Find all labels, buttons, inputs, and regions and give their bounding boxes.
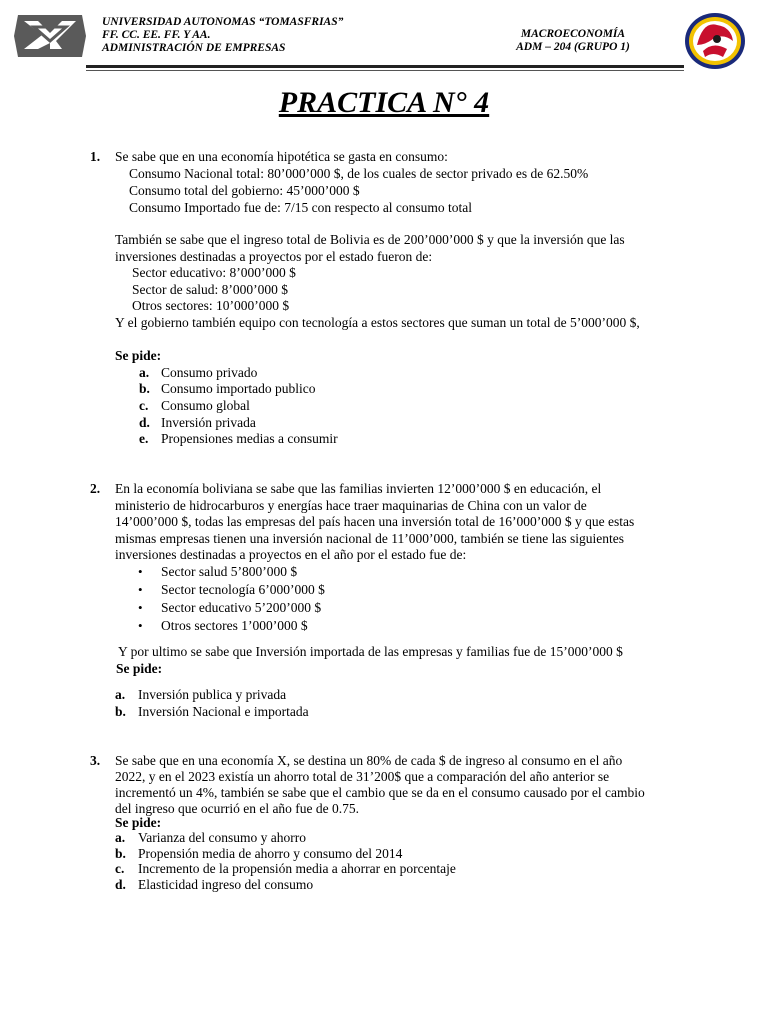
q3-item: Elasticidad ingreso del consumo (138, 877, 314, 892)
q3-item: Varianza del consumo y ahorro (138, 830, 306, 845)
q2-bullet: • Sector tecnología 6’000’000 $ (161, 582, 325, 599)
q3-line: Se sabe que en una economía X, se destina un 80% de cada $ de ingreso al consumo en el año (115, 753, 623, 768)
q3-line: del ingreso que ocurrió en el año fue de 0.75. (115, 801, 360, 816)
course-group: ADM – 204 (GRUPO 1) (516, 41, 630, 53)
q2-line: ministerio de hidrocarburos y energías hace traer maquinarias de China con un valor de (115, 498, 587, 513)
q2-bullet: • Sector educativo 5’200’000 $ (161, 600, 321, 617)
q1-item-letter: a. (139, 365, 150, 380)
q1-sector: Sector educativo: 8’000’000 $ (132, 265, 296, 280)
q1-fact: Consumo total del gobierno: 45’000’000 $ (129, 183, 360, 198)
q2-line: 14’000’000 $, todas las empresas del país hacen una inversión total de 16’000’000 $ y que estas (115, 514, 635, 529)
q2-ask: Se pide: (116, 661, 163, 676)
q3-item: Propensión media de ahorro y consumo del 2014 (138, 846, 403, 861)
q3-number: 3. (90, 753, 101, 768)
q1-item: Consumo privado (161, 365, 258, 380)
q3-item-letter: d. (115, 877, 126, 892)
q2-item: Inversión Nacional e importada (138, 704, 309, 719)
course-name: MACROECONOMÍA (520, 28, 626, 40)
faculty-name: FF. CC. EE. FF. Y AA. (102, 29, 211, 41)
university-seal (683, 11, 747, 71)
q2-item-letter: b. (115, 704, 126, 719)
university-name: UNIVERSIDAD AUTONOMAS “TOMASFRIAS” (102, 16, 344, 28)
q3-line: 2022, y en el 2023 existía un ahorro total de 31’200$ que a comparación del año anterior se (115, 769, 610, 784)
q1-fact: Consumo Nacional total: 80’000’000 $, de los cuales de sector privado es de 62.50% (129, 166, 589, 181)
q1-item: Propensiones medias a consumir (161, 431, 338, 446)
q2-line: En la economía boliviana se sabe que las familias invierten 12’000’000 $ en educación, el (115, 481, 602, 496)
q3-item-letter: b. (115, 846, 126, 861)
institution-block (102, 16, 343, 55)
q1-paragraph: También se sabe que el ingreso total de Bolivia es de 200’000’000 $ y que la inversión que las (115, 232, 625, 247)
q2-line: inversiones destinadas a proyectos en el año por el estado fue de: (115, 547, 467, 562)
q1-item: Consumo importado publico (161, 381, 316, 396)
q1-item-letter: b. (139, 381, 150, 396)
q2-item: Inversión publica y privada (138, 687, 287, 702)
q1-number: 1. (90, 149, 101, 164)
header-divider (86, 65, 684, 68)
q3-item-letter: c. (115, 861, 125, 876)
course-block (513, 28, 633, 54)
q3-line: incrementó un 4%, también se sabe que el cambio que se da en el consumo causado por el cambio (115, 785, 645, 800)
q1-intro: Se sabe que en una economía hipotética se gasta en consumo: (115, 149, 448, 164)
q1-equipment: Y el gobierno también equipo con tecnología a estos sectores que suman un total de 5’000’000 $, (115, 315, 640, 330)
q3-ask: Se pide: (115, 815, 162, 830)
q2-line: mismas empresas tienen una inversión nacional de 11’000’000, también se tiene las siguientes (115, 531, 624, 546)
q2-bullet: • Sector salud 5’800’000 $ (161, 564, 297, 581)
q1-ask: Se pide: (115, 348, 162, 363)
q1-item-letter: d. (139, 415, 150, 430)
q1-item: Inversión privada (161, 415, 256, 430)
q2-imported: Y por ultimo se sabe que Inversión importada de las empresas y familias fue de 15’000’000 $ (118, 644, 623, 659)
q1-sector: Otros sectores: 10’000’000 $ (132, 298, 290, 313)
q3-item: Incremento de la propensión media a ahorrar en porcentaje (138, 861, 456, 876)
faculty-logo (12, 13, 88, 59)
page-title: PRACTICA N° 4 (278, 86, 490, 119)
q2-number: 2. (90, 481, 101, 496)
q1-fact: Consumo Importado fue de: 7/15 con respecto al consumo total (129, 200, 473, 215)
q1-item: Consumo global (161, 398, 250, 413)
q1-paragraph: inversiones destinadas a proyectos por el estado fueron de: (115, 249, 433, 264)
q1-item-letter: e. (139, 431, 149, 446)
q2-item-letter: a. (115, 687, 126, 702)
department-name: ADMINISTRACIÓN DE EMPRESAS (102, 42, 286, 54)
header-divider-thin (86, 70, 684, 71)
q1-sector: Sector de salud: 8’000’000 $ (132, 282, 288, 297)
q1-item-letter: c. (139, 398, 149, 413)
q3-item-letter: a. (115, 830, 126, 845)
q2-bullet: • Otros sectores 1’000’000 $ (161, 618, 308, 635)
